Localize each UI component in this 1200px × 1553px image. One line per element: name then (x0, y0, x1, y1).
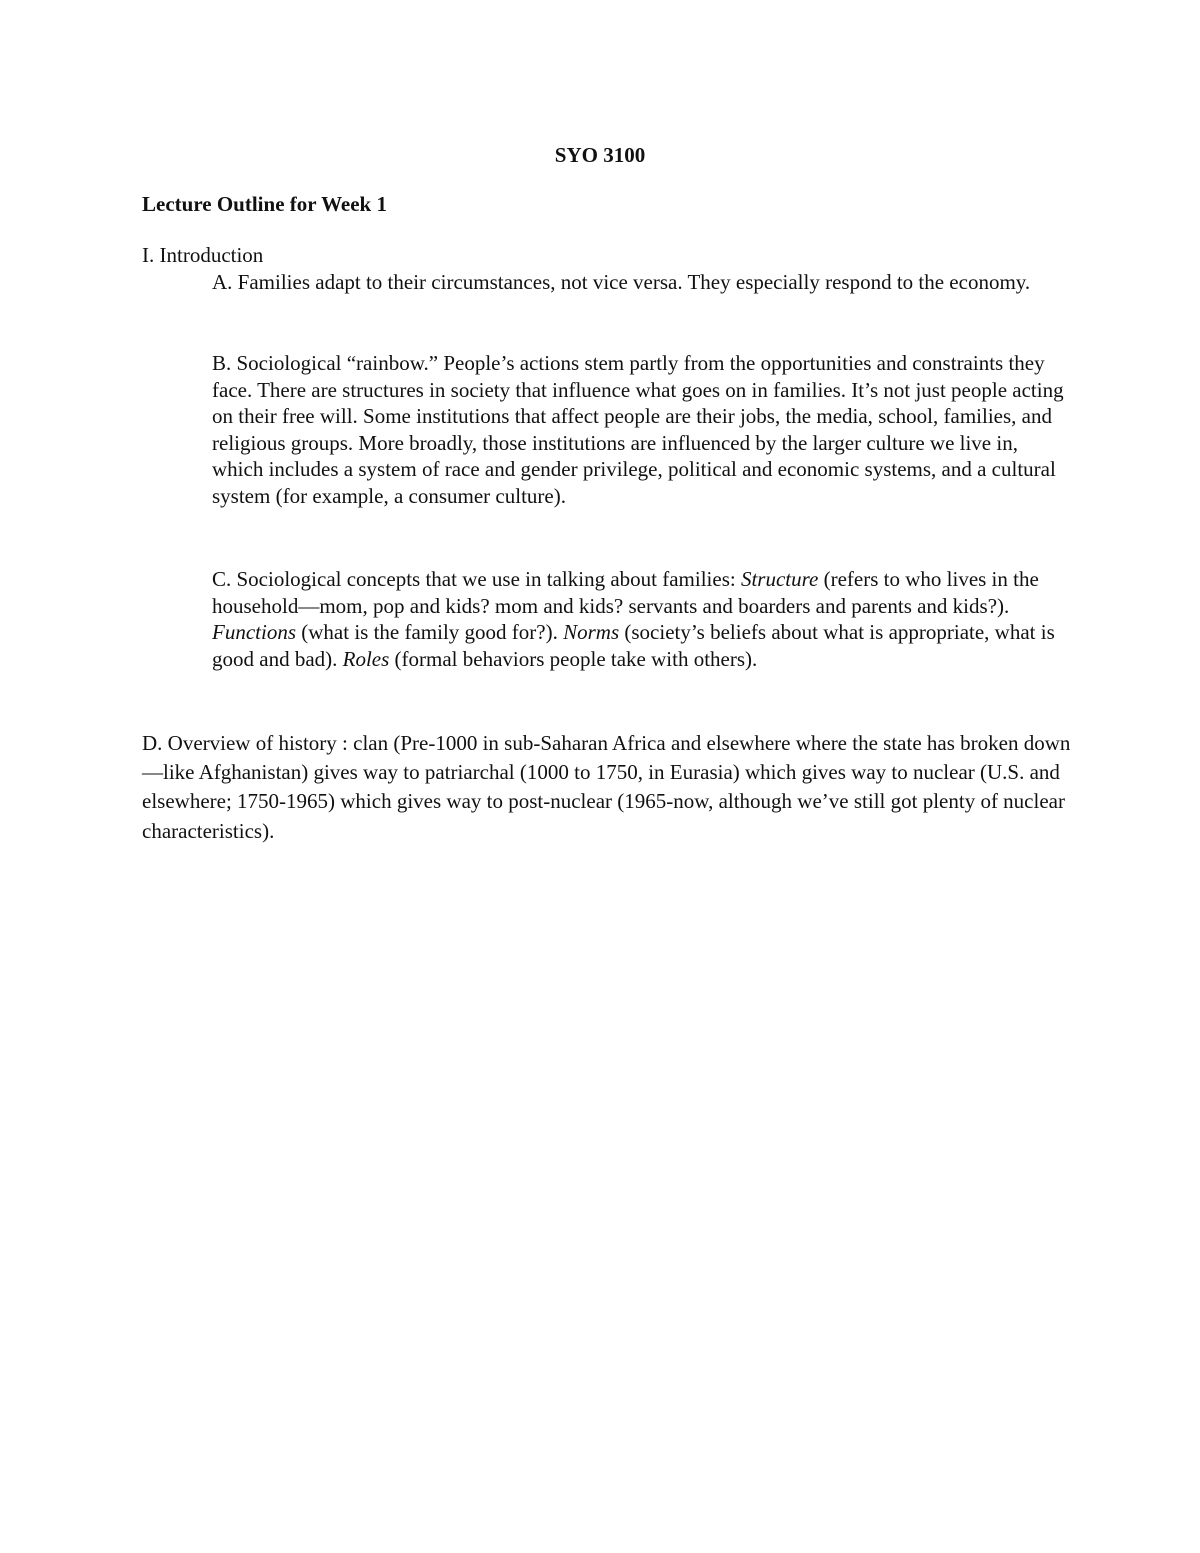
item-c-intro: C. Sociological concepts that we use in talking about families: (212, 567, 741, 591)
outline-title: Lecture Outline for Week 1 (142, 192, 387, 216)
def-roles: (formal behaviors people take with others). (389, 646, 758, 671)
term-structure: Structure (740, 567, 819, 591)
term-functions: Functions (212, 620, 296, 645)
outline-item-b: B. Sociological “rainbow.” People’s actions stem partly from the opportunities and constraints they face. There are structures in society that influence what goes on in families. It’s not just people acting on their free will. Some institutions that affect people are their jobs, the media, school, families, and religious groups. More broadly, those institutions are influenced by the larger culture we live in, which includes a system of race and gender privilege, political and economic systems, and a cultural system (for example, a consumer culture). (212, 351, 1064, 508)
outline-item-d: D. Overview of history : clan (Pre-1000 in sub-Saharan Africa and elsewhere where the state has broken down—like Afghanistan) gives way to patriarchal (1000 to 1750, in Eurasia) which gives way to nuclear (U.S. and elsewhere; 1750-1965) which gives way to post-nuclear (1965-now, although we’ve still got plenty of nuclear characteristics). (142, 731, 1071, 843)
section-heading-introduction: I. Introduction (142, 243, 264, 267)
outline-item-c (212, 566, 1072, 672)
term-roles: Roles (342, 646, 390, 671)
course-code: SYO 3100 (554, 143, 646, 167)
def-structure: (refers to who lives in the household—mom, pop and kids? mom and kids? servants and boarders and parents and kids?). (212, 567, 1039, 618)
def-functions: (what is the family good for?). (296, 620, 564, 645)
def-norms: (society’s beliefs about what is appropriate, what is good and bad). (212, 620, 1055, 671)
outline-item-a: A. Families adapt to their circumstances, not vice versa. They especially respond to the economy. (212, 270, 1031, 294)
term-norms: Norms (563, 620, 620, 645)
